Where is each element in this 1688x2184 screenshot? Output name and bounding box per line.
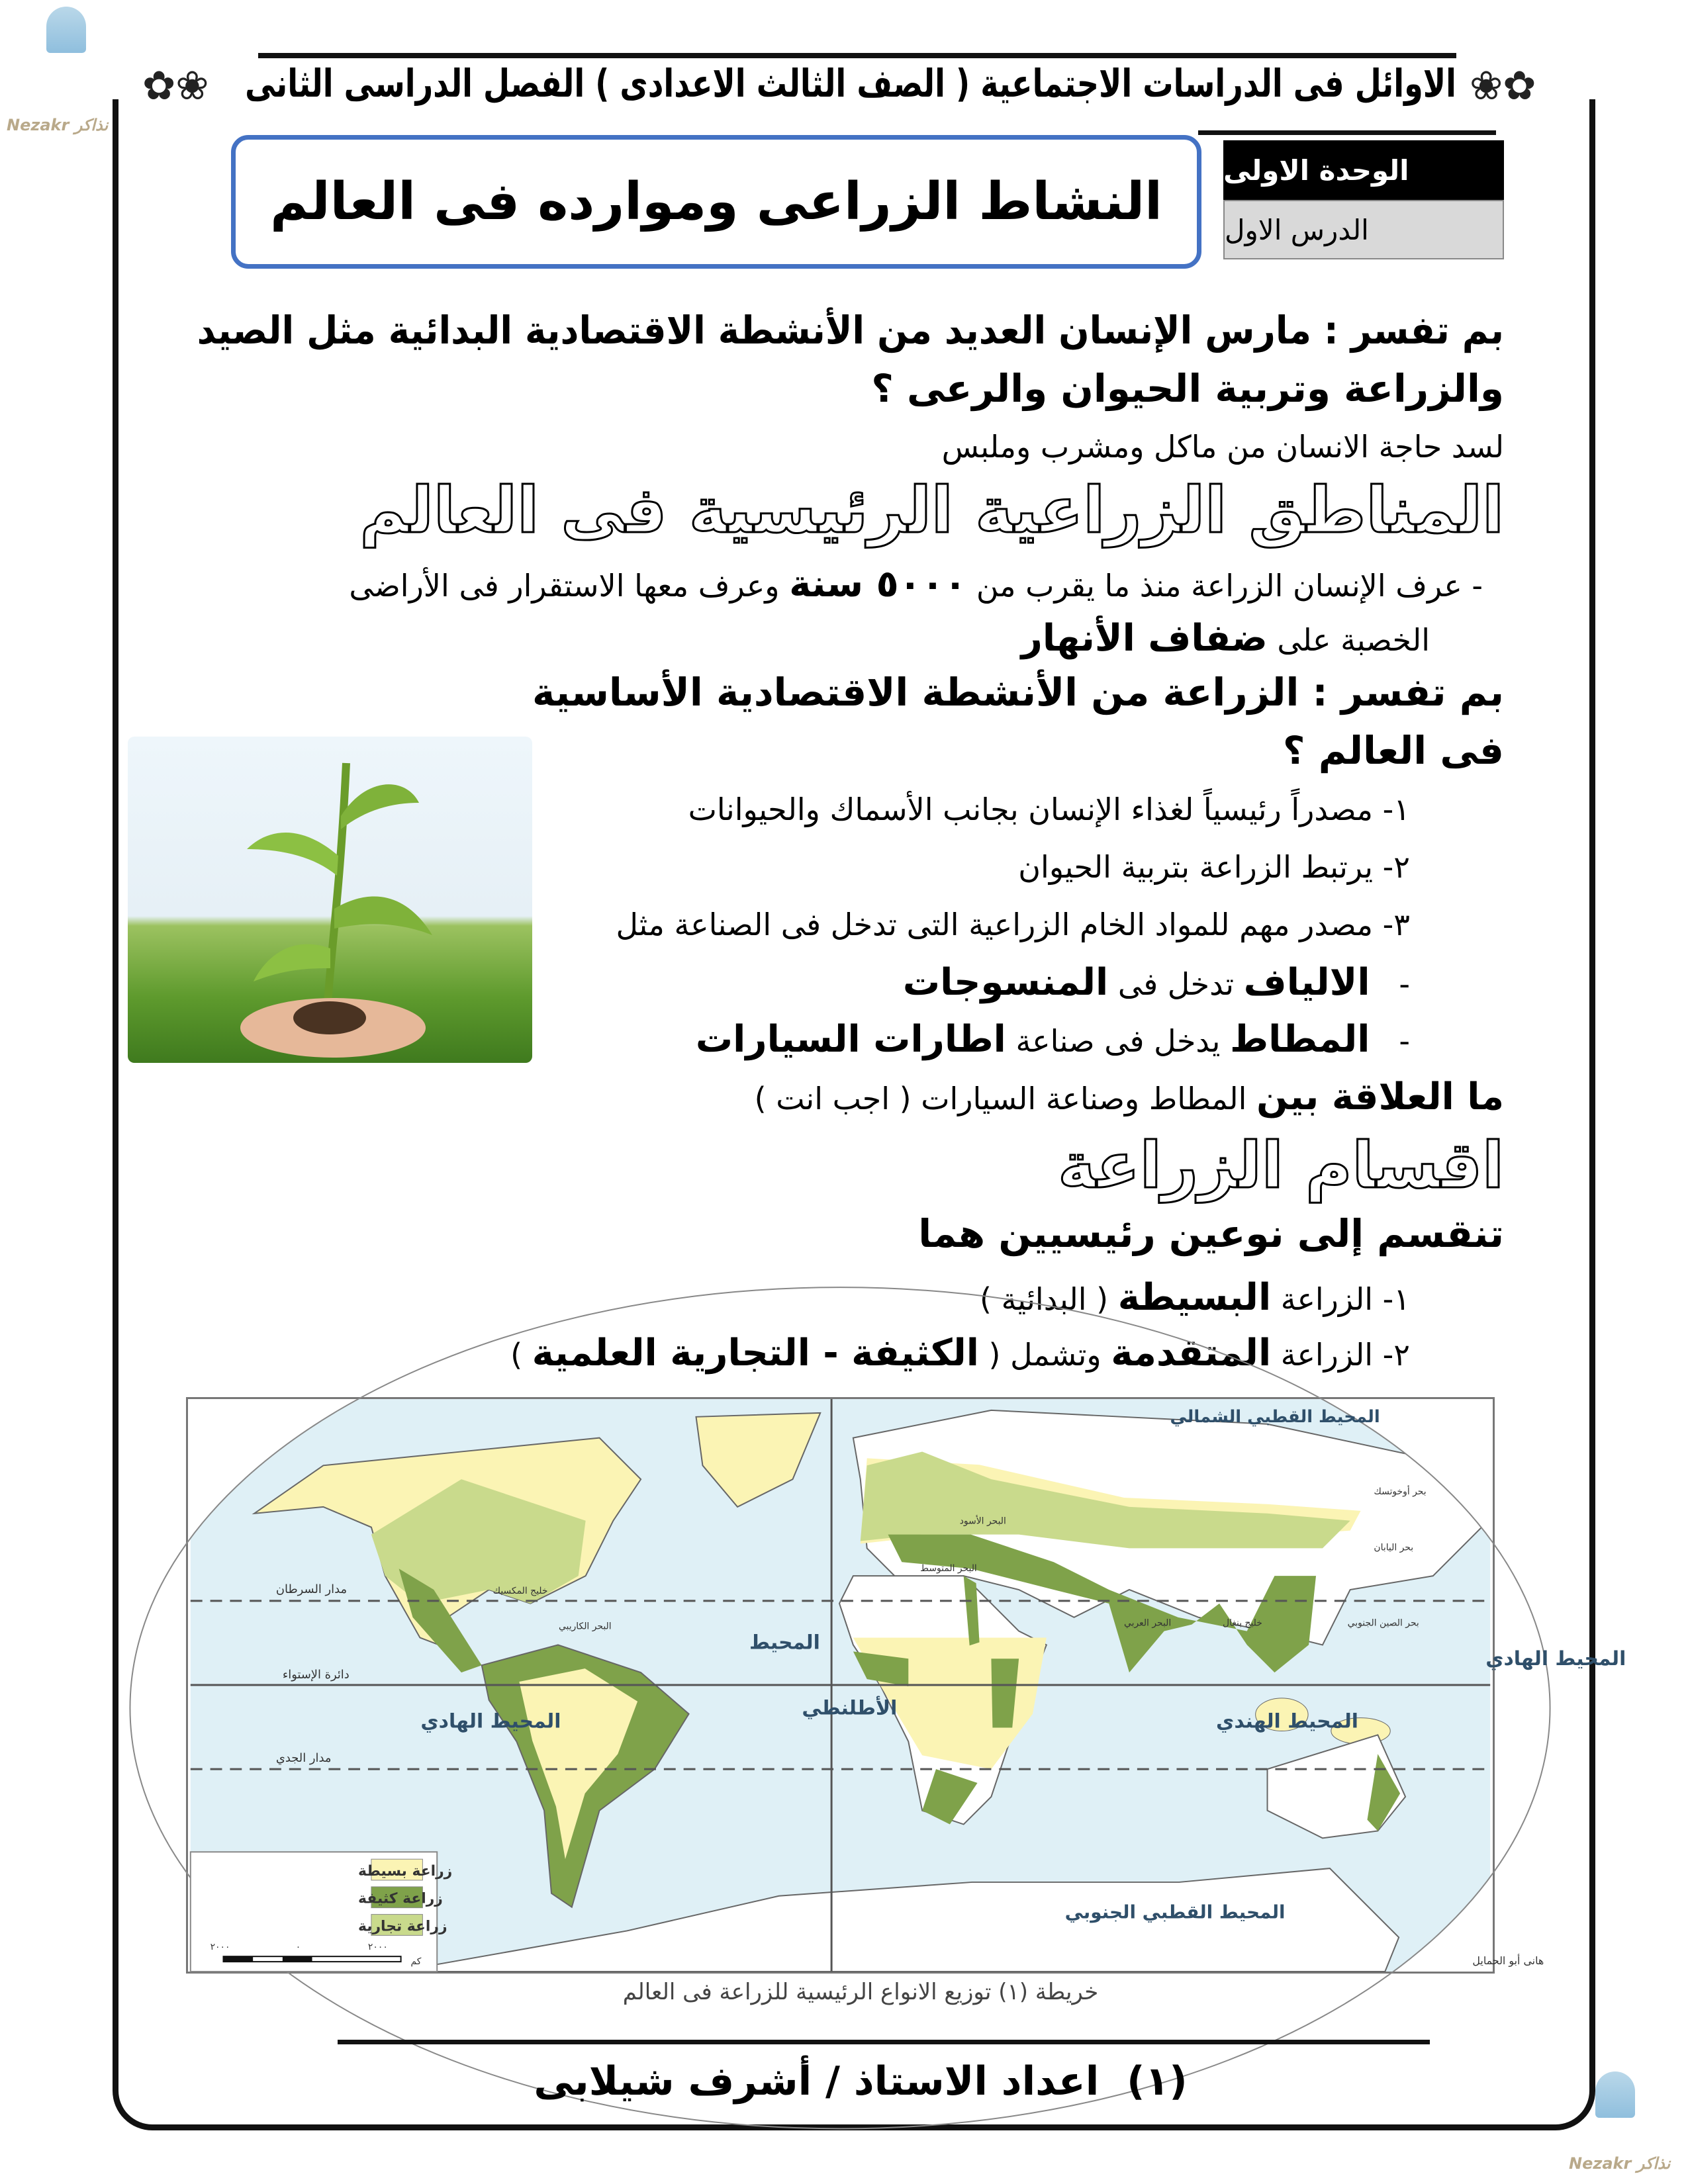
- text: ١- الزراعة: [1271, 1281, 1410, 1317]
- label-arctic: المحيط القطبي الشمالي: [1170, 1406, 1380, 1427]
- label-arabian-sea: البحر العربي: [1124, 1617, 1172, 1629]
- bullet-agriculture-history-line-2: [197, 617, 1430, 660]
- text: وتشمل (: [978, 1337, 1111, 1373]
- unit-rule: [1198, 130, 1496, 135]
- label-caribbean: البحر الكاريبي: [558, 1621, 612, 1632]
- question-2-line-1: بم تفسر : الزراعة من الأنشطة الاقتصادية الأساسية: [532, 670, 1504, 715]
- text: يدخل فى صناعة: [1006, 1023, 1230, 1059]
- text: وعرف معها الاستقرار فى الأراضى: [349, 568, 790, 604]
- text: ( البدائية ): [980, 1281, 1118, 1317]
- label-japan-sea: بحر اليابان: [1374, 1542, 1414, 1553]
- type-advanced: [197, 1332, 1410, 1375]
- logo-icon: [46, 7, 86, 53]
- text: الخصبة على: [1267, 622, 1430, 658]
- reason-2: ٢- يرتبط الزراعة بتربية الحيوان: [1018, 849, 1410, 885]
- map-author: هانى أبو الحمايل: [1472, 1954, 1544, 1968]
- dash: -: [1399, 966, 1410, 1002]
- scale-unit: كم: [410, 1956, 422, 1968]
- answer-1: لسد حاجة الانسان من ماكل ومشرب وملبس: [941, 429, 1504, 465]
- label-pacific-west: المحيط الهادي: [420, 1709, 561, 1733]
- legend-label-dense: زراعة كثيفة: [358, 1890, 443, 1907]
- flower-ornament-icon: ✿❀: [142, 63, 209, 109]
- logo-text: Nezakr نذاكر: [1569, 2154, 1671, 2173]
- heading-agricultural-regions: المناطق الزراعية الرئيسية فى العالم: [359, 473, 1504, 547]
- world-agriculture-map: [186, 1397, 1626, 1974]
- unit-label: الوحدة الاولى: [1223, 140, 1504, 200]
- footer: [463, 2058, 1258, 2105]
- flower-ornament-icon: ❀✿: [1470, 63, 1536, 109]
- label-indian: المحيط الهندي: [1216, 1709, 1359, 1733]
- label-bengal: خليج بنغال: [1222, 1617, 1262, 1629]
- label-cancer: مدار السرطان: [275, 1582, 348, 1596]
- question-1-line-2: والزراعة وتربية الحيوان والرعى ؟: [871, 366, 1504, 411]
- scale-mid: ٠: [295, 1942, 301, 1953]
- example-rubber: [543, 1018, 1410, 1061]
- bold-text: ما العلاقة بين: [1256, 1075, 1504, 1118]
- plant-seedling-photo: [128, 737, 532, 1063]
- author-credit: اعداد الاستاذ / أشرف شيلابى: [534, 2058, 1100, 2105]
- legend-label-commercial: زراعة تجارية: [358, 1918, 447, 1935]
- question-2-line-2: فى العالم ؟: [1282, 728, 1504, 773]
- label-black-sea: البحر الأسود: [959, 1516, 1006, 1527]
- text: ٢- الزراعة: [1271, 1337, 1410, 1373]
- label-atlantic-1: المحيط: [749, 1631, 820, 1655]
- label-pacific-east: المحيط الهادي: [1485, 1647, 1626, 1671]
- label-atlantic-2: الأطلنطي: [802, 1696, 898, 1720]
- bold-text: المطاط: [1230, 1018, 1370, 1061]
- header-rule: [258, 53, 1456, 58]
- bold-text: المتقدمة: [1111, 1332, 1272, 1375]
- text: المطاط وصناعة السيارات ( اجب انت ): [754, 1081, 1257, 1116]
- lesson-title-box: [231, 135, 1201, 269]
- lesson-label: الدرس الاول: [1223, 200, 1504, 259]
- lesson-title: النشاط الزراعى وموارده فى العالم: [270, 172, 1162, 232]
- map-legend: [191, 1852, 452, 1972]
- label-south-china: بحر الصين الجنوبي: [1347, 1617, 1419, 1629]
- label-capricorn: مدار الجدي: [275, 1751, 332, 1766]
- label-equator: دائرة الإستواء: [282, 1668, 350, 1682]
- header-title: الاوائل فى الدراسات الاجتماعية ( الصف الثالث الاعدادى ) الفصل الدراسى الثانى: [245, 61, 1456, 106]
- legend-label-simple: زراعة بسيطة: [358, 1863, 453, 1880]
- text: ): [510, 1337, 532, 1373]
- text: تدخل فى: [1108, 966, 1244, 1002]
- page-number: (١): [1127, 2058, 1188, 2105]
- bullet-agriculture-history: [197, 563, 1483, 606]
- scale-left: ٢٠٠٠: [210, 1942, 230, 1953]
- bold-text: الالياف: [1243, 961, 1370, 1004]
- types-intro: تنقسم إلى نوعين رئيسيين هما: [918, 1211, 1504, 1256]
- label-mediterranean: البحر المتوسط: [920, 1563, 977, 1574]
- label-southern: المحيط القطبي الجنوبي: [1064, 1901, 1286, 1923]
- relation-question: [197, 1075, 1504, 1118]
- label-gulf-mexico: خليج المكسيك: [492, 1585, 548, 1596]
- map-caption: خريطة (١) توزيع الانواع الرئيسية للزراعة فى العالم: [622, 1979, 1099, 2005]
- bold-text: ٥٠٠٠ سنة: [789, 563, 967, 606]
- label-okhotsk: بحر أوخوتسك: [1374, 1486, 1427, 1498]
- example-fibers: [543, 961, 1410, 1004]
- question-1-line-1: بم تفسر : مارس الإنسان العديد من الأنشطة الاقتصادية البدائية مثل الصيد: [197, 308, 1505, 353]
- type-simple: [197, 1276, 1410, 1319]
- bold-text: ضفاف الأنهار: [1021, 617, 1268, 660]
- reason-1: ١- مصدراً رئيسياً لغذاء الإنسان بجانب الأسماك والحيوانات: [688, 792, 1410, 827]
- bold-text: الكثيفة - التجارية العلمية: [532, 1332, 979, 1375]
- dash: -: [1399, 1023, 1410, 1059]
- bold-text: اطارات السيارات: [695, 1018, 1006, 1061]
- bold-text: البسيطة: [1117, 1276, 1272, 1319]
- reason-3: ٣- مصدر مهم للمواد الخام الزراعية التى تدخل فى الصناعة مثل: [616, 907, 1410, 942]
- scale-right: ٢٠٠٠: [367, 1942, 388, 1953]
- logo-text: Nezakr نذاكر: [7, 116, 109, 134]
- logo-icon: [1595, 2071, 1635, 2118]
- bold-text: المنسوجات: [902, 961, 1109, 1004]
- text: - عرف الإنسان الزراعة منذ ما يقرب من: [966, 568, 1483, 604]
- footer-rule: [338, 2040, 1430, 2044]
- heading-agriculture-types: اقسام الزراعة: [1058, 1128, 1504, 1203]
